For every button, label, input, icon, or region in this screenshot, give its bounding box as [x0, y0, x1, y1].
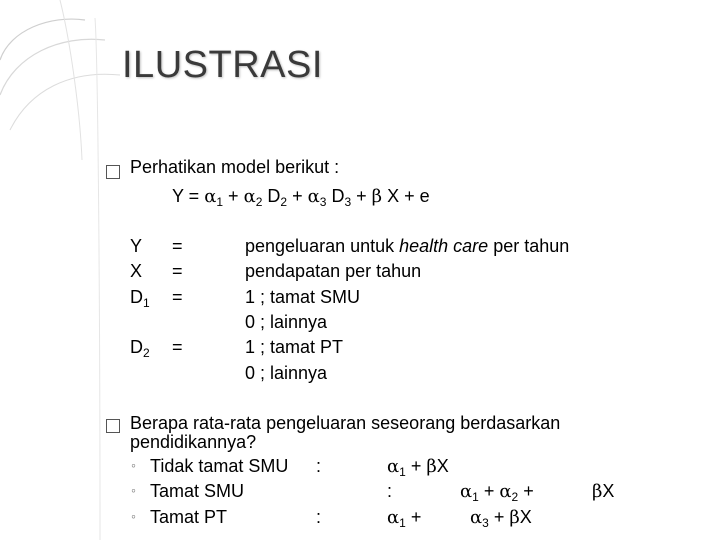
item-tamat-pt-label: Tamat PT	[150, 507, 228, 527]
def-desc-d1-else: 0 ; lainnya	[245, 312, 328, 332]
def-desc-d2: 1 ; tamat PT	[245, 337, 344, 357]
def-var-y: Y	[130, 236, 143, 256]
bullet-1-icon	[106, 165, 120, 179]
bullet-1-text: Perhatikan model berikut :	[130, 157, 340, 177]
model-equation: $Y = \alpha_1 + \alpha_2$ $D_2 + \alpha_3$ $D_3 + \beta$ X + e	[172, 186, 430, 209]
bullet-2-line2: pendidikannya?	[130, 432, 257, 452]
def-desc-y: pengeluaran untuk health care per tahun	[245, 236, 570, 256]
def-eq-d2: =	[172, 337, 183, 357]
item-tamat-smu-value: $\alpha_1 + \alpha_2$ +	[460, 481, 534, 504]
item-tidak-tamat-smu-value: $\alpha_1 + \beta X$	[387, 456, 449, 479]
def-desc-d2-else: 0 ; lainnya	[245, 363, 328, 383]
item-tidak-tamat-smu-sep: :	[316, 456, 322, 476]
page-title: ILUSTRASI	[122, 44, 323, 86]
def-eq-d1: =	[172, 287, 183, 307]
bullet-2-icon	[106, 419, 120, 433]
def-eq-y: =	[172, 236, 183, 256]
item-tamat-pt-value-b: $\alpha_3 + \beta X$	[470, 507, 532, 530]
item-tamat-smu-sep: :	[387, 481, 393, 501]
item-tamat-smu-value-beta: βX	[592, 481, 615, 502]
def-eq-x: =	[172, 261, 183, 281]
bullet-2-line1: Berapa rata-rata pengeluaran seseorang berdasarkan	[130, 413, 561, 433]
item-tidak-tamat-smu-label: Tidak tamat SMU	[150, 456, 289, 476]
sub-bullet-icon: ◦	[131, 508, 136, 524]
item-tamat-smu-label: Tamat SMU	[150, 481, 245, 501]
def-var-x: X	[130, 261, 143, 281]
def-desc-x: pendapatan per tahun	[245, 261, 422, 281]
item-tamat-pt-sep: :	[316, 507, 322, 527]
def-var-d1: $D_1$	[130, 287, 150, 310]
sub-bullet-icon: ◦	[131, 482, 136, 498]
item-tamat-pt-value-a: $\alpha_1$ +	[387, 507, 422, 530]
def-var-d2: $D_2$	[130, 337, 150, 360]
sub-bullet-icon: ◦	[131, 457, 136, 473]
def-desc-d1: 1 ; tamat SMU	[245, 287, 361, 307]
